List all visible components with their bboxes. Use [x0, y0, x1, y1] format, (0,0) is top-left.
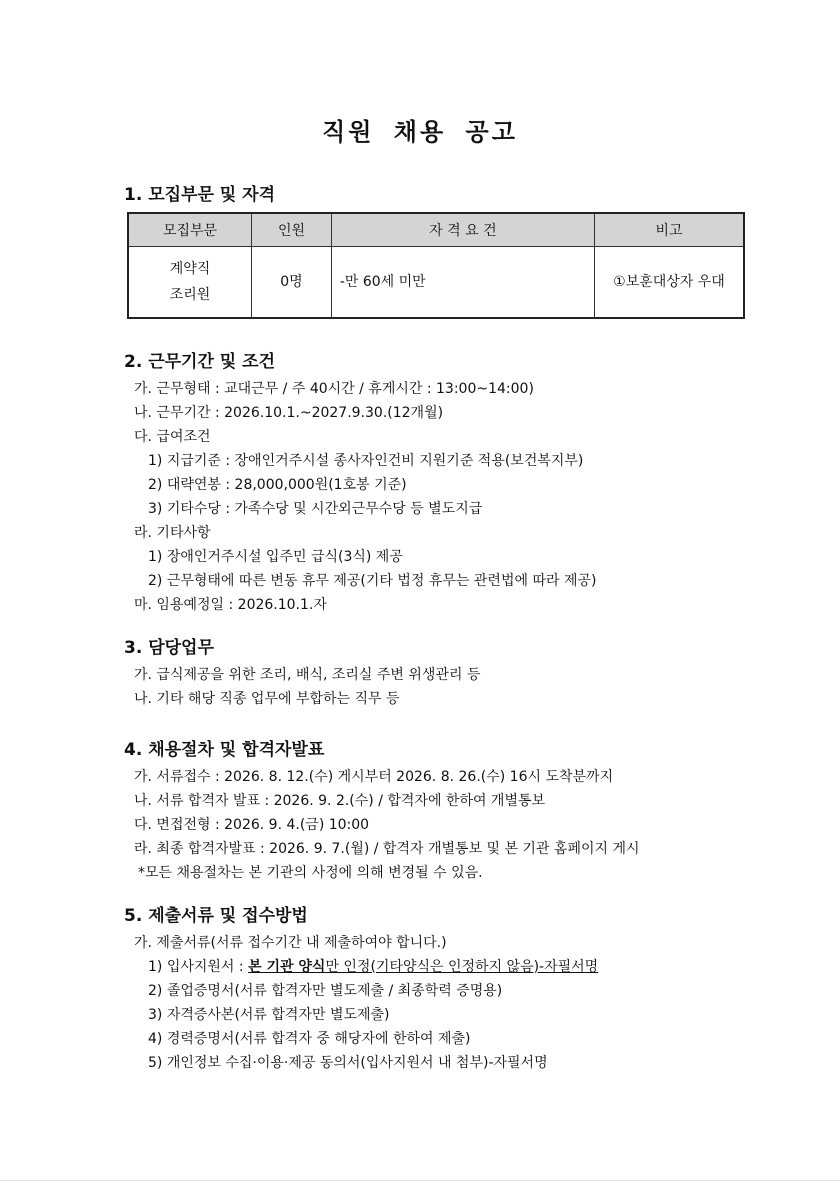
- cell-dept: [128, 247, 252, 319]
- document-item-4: 4) 경력증명서(서류 합격자 중 해당자에 한하여 제출): [148, 1031, 471, 1047]
- section4-heading: 4. 채용절차 및 합격자발표: [124, 740, 325, 760]
- document-item-1-prefix: 1) 입사지원서 :: [148, 959, 249, 975]
- cell-count: 0명: [252, 247, 332, 319]
- document-item-1-mid: 만 인정: [325, 959, 371, 975]
- document-item-1-bold: 본 기관 양식: [248, 959, 326, 975]
- salary-heading-line: 다. 급여조건: [134, 429, 211, 445]
- procedure-line-1: 가. 서류접수 : 2026. 8. 12.(수) 게시부터 2026. 8. 26.(수) 16시 도착분까지: [134, 769, 614, 785]
- documents-heading-line: 가. 제출서류(서류 접수기간 내 제출하여야 합니다.): [134, 935, 447, 951]
- duty-line-2: 나. 기타 해당 직종 업무에 부합하는 직무 등: [134, 691, 400, 707]
- procedure-note: *모든 채용절차는 본 기관의 사정에 의해 변경될 수 있음.: [138, 865, 483, 881]
- header-note: 비고: [594, 213, 744, 247]
- document-item-5: 5) 개인정보 수집·이용·제공 동의서(입사지원서 내 첨부)-자필서명: [148, 1055, 548, 1071]
- procedure-line-4: 라. 최종 합격자발표 : 2026. 9. 7.(월) / 합격자 개별통보 및 본 기관 홈페이지 게시: [134, 841, 640, 857]
- document-item-3: 3) 자격증사본(서류 합격자만 별도제출): [148, 1007, 390, 1023]
- section3-heading: 3. 담당업무: [124, 638, 214, 658]
- table-row: [128, 247, 744, 319]
- cell-requirement: -만 60세 미만: [331, 247, 594, 319]
- dept-line1: 계약직: [169, 261, 211, 277]
- other-item-1: 1) 장애인거주시설 입주민 급식(3식) 제공: [148, 549, 403, 565]
- page-edge-divider: [0, 1180, 840, 1181]
- document-item-2: 2) 졸업증명서(서류 합격자만 별도제출 / 최종학력 증명용): [148, 983, 503, 999]
- start-date-line: 마. 임용예정일 : 2026.10.1.자: [134, 597, 327, 613]
- work-period-line: 나. 근무기간 : 2026.10.1.~2027.9.30.(12개월): [134, 405, 444, 421]
- document-item-1: [148, 956, 598, 976]
- document-item-1-suffix: (기타양식은 인정하지 않음)-자필서명: [370, 959, 599, 975]
- section1-heading: 1. 모집부문 및 자격: [124, 185, 275, 205]
- cell-note: ①보훈대상자 우대: [594, 247, 744, 319]
- dept-line2: 조리원: [169, 287, 211, 303]
- salary-item-1: 1) 지급기준 : 장애인거주시설 종사자인건비 지원기준 적용(보건복지부): [148, 453, 584, 469]
- salary-item-3: 3) 기타수당 : 가족수당 및 시간외근무수당 등 별도지급: [148, 501, 483, 517]
- other-heading-line: 라. 기타사항: [134, 525, 211, 541]
- section2-heading: 2. 근무기간 및 조건: [124, 352, 275, 372]
- salary-item-2: 2) 대략연봉 : 28,000,000원(1호봉 기준): [148, 477, 407, 493]
- header-requirement: 자 격 요 건: [331, 213, 594, 247]
- header-count: 인원: [252, 213, 332, 247]
- other-item-2: 2) 근무형태에 따른 변동 휴무 제공(기타 법정 휴무는 관련법에 따라 제공): [148, 573, 597, 589]
- work-type-line: 가. 근무형태 : 교대근무 / 주 40시간 / 휴게시간 : 13:00~14:00): [134, 381, 534, 397]
- duty-line-1: 가. 급식제공을 위한 조리, 배식, 조리실 주변 위생관리 등: [134, 667, 481, 683]
- page-title: 직원 채용 공고: [322, 118, 518, 146]
- recruitment-table: [127, 212, 745, 319]
- document-item-1-underlined: [248, 959, 598, 975]
- table-header-row: [128, 213, 744, 247]
- procedure-line-3: 다. 면접전형 : 2026. 9. 4.(금) 10:00: [134, 817, 370, 833]
- section5-heading: 5. 제출서류 및 접수방법: [124, 906, 308, 926]
- header-dept: 모집부문: [128, 213, 252, 247]
- procedure-line-2: 나. 서류 합격자 발표 : 2026. 9. 2.(수) / 합격자에 한하여 개별통보: [134, 793, 546, 809]
